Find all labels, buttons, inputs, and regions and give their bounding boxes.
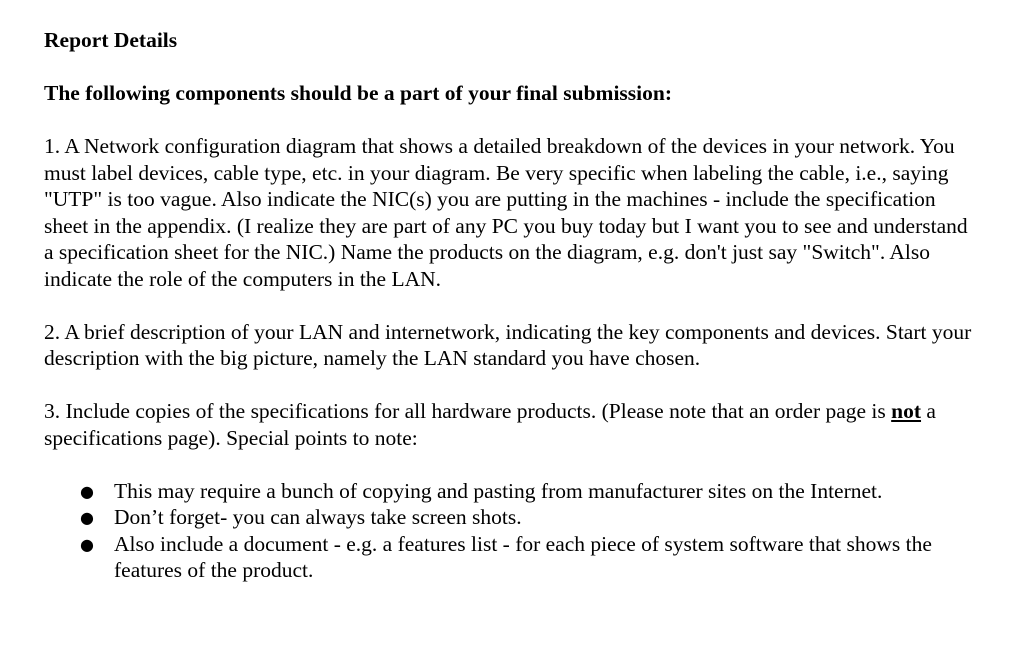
bullet-icon: ● <box>80 508 94 527</box>
list-item <box>44 531 974 584</box>
bullet-text: Don’t forget- you can always take screen shots. <box>114 505 522 529</box>
list-item <box>44 504 974 531</box>
item-1-paragraph: 1. A Network configuration diagram that shows a detailed breakdown of the devices in your network. You must label devices, cable type, etc. in your diagram. Be very specific when labeling the cable, i.e., saying "UTP" is too vague. Also indicate the NIC(s) you are putting in the machines - include the specification sheet in the appendix. (I realize they are part of any PC you buy today but I want you to see and understand a specification sheet for the NIC.) Name the products on the diagram, e.g. don't just say "Switch". Also indicate the role of the computers in the LAN. <box>44 134 968 291</box>
item-3-text-before: 3. Include copies of the specifications for all hardware products. (Please note that an order page is <box>44 399 892 423</box>
item-3-text-after: a specifications page). Special points to note: <box>44 399 936 450</box>
section-heading: The following components should be a part of your final submission: <box>44 81 672 105</box>
report-title: Report Details <box>44 28 178 52</box>
item-3-emphasis: not <box>891 399 922 423</box>
bullet-list <box>44 478 974 584</box>
bullet-icon: ● <box>80 481 94 501</box>
document-page <box>44 27 974 584</box>
bullet-text: Also include a document - e.g. a features list - for each piece of system software that shows the features of the product. <box>114 531 932 582</box>
bullet-text: This may require a bunch of copying and pasting from manufacturer sites on the Internet. <box>114 478 883 503</box>
item-2-paragraph: 2. A brief description of your LAN and internetwork, indicating the key components and devices. Start your description with the big picture, namely the LAN standard you have chosen. <box>44 319 972 370</box>
item-3-paragraph <box>44 398 974 451</box>
bullet-icon: ● <box>80 534 94 554</box>
list-item <box>44 478 974 505</box>
